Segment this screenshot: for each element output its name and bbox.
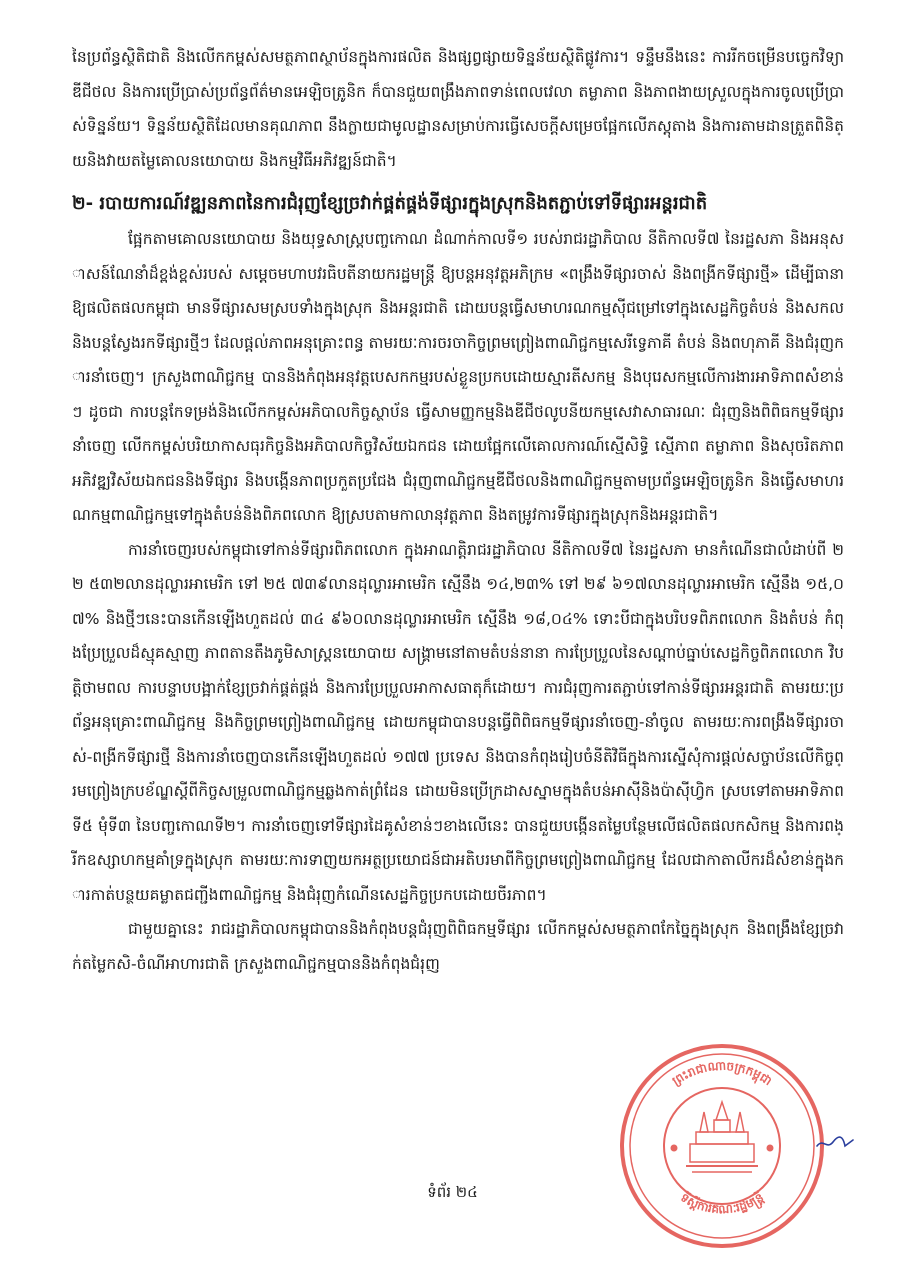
intro-paragraph: នៃប្រព័ន្ធស្ថិតិជាតិ និងលើកកម្ពស់សមត្ថភាពស្ថាប័នក្នុងការផលិត និងផ្សព្វផ្សាយទិន្នន័យស្ថិតិផ្លូវការ។ ទន្ទឹមនឹងនេះ ការរីកចម្រើនបច្ចេកវិទ្យាឌីជីថល និងការប្រើប្រាស់ប្រព័ន្ធព័ត៌មានអេឡិចត្រូនិក ក៏បានជួយពង្រឹងភាពទាន់ពេលវេលា តម្លាភាព និងភាពងាយស្រួលក្នុងការចូលប្រើប្រាស់ទិន្នន័យ។ ទិន្នន័យស្ថិតិដែលមានគុណភាព នឹងក្លាយជាមូលដ្ឋានសម្រាប់ការធ្វើសេចក្តីសម្រេចផ្អែកលើភស្តុតាង និងការតាមដានត្រួតពិនិត្យនិងវាយតម្លៃគោលនយោបាយ និងកម្មវិធីអភិវឌ្ឍន៍ជាតិ។ — [72, 48, 844, 170]
page-number: ទំព័រ ២៤ — [427, 1183, 478, 1201]
paragraph-continuation: ជាមួយគ្នានេះ រាជរដ្ឋាភិបាលកម្ពុជាបាននិងកំពុងបន្តជំរុញពិពិធកម្មទីផ្សារ លើកកម្ពស់សមត្ថភាពកែច្នៃក្នុងស្រុក និងពង្រឹងខ្សែច្រវាក់តម្លៃកសិ-ចំណីអាហារជាតិ ក្រសួងពាណិជ្ជកម្មបាននិងកំពុងជំរុញ — [72, 920, 844, 973]
svg-text:ព្រះរាជាណាចក្រកម្ពុជា — [670, 1059, 775, 1089]
document-body — [72, 40, 844, 981]
seal-text-top: ព្រះរាជាណាចក្រកម្ពុជា — [669, 1058, 775, 1089]
paragraph-exports: ការនាំចេញរបស់កម្ពុជាទៅកាន់ទីផ្សារពិភពលោក ក្នុងអាណត្តិរាជរដ្ឋាភិបាល នីតិកាលទី៧ នៃរដ្ឋសភា មានកំណើនជាលំដាប់ពី ២២ ៥៣២លានដុល្លារអាមេរិក ទៅ ២៥ ៧៣៩លានដុល្លារអាមេរិក ស្មើនឹង ១៤,២៣% ទៅ ២៩ ៦១៧លានដុល្លារអាមេរិក ស្មើនឹង ១៥,០៧% និងថ្មីៗនេះបានកើនឡើងហួតដល់ ៣៤ ៩៦០លានដុល្លារអាមេរិក ស្មើនឹង ១៨,០៤% ទោះបីជាក្នុងបរិបទពិភពលោក និងតំបន់ កំពុងប្រែប្រួលដ៏ស្មុគស្មាញ ភាពតានតឹងភូមិសាស្ត្រនយោបាយ សង្គ្រាមនៅតាមតំបន់នានា ការប្រែប្រួលនៃសណ្តាប់ធ្នាប់សេដ្ឋកិច្ចពិភពលោក វិបត្តិថាមពល ការបន្ទាបបង្អាក់ខ្សែច្រវាក់ផ្គត់ផ្គង់ និងការប្រែប្រួលអាកាសធាតុក៏ដោយ។ ការជំរុញការតភ្ជាប់ទៅកាន់ទីផ្សារអន្តរជាតិ តាមរយៈប្រព័ន្ធអនុគ្រោះពាណិជ្ជកម្ម និងកិច្ចព្រមព្រៀងពាណិជ្ជកម្ម ដោយកម្ពុជាបានបន្តធ្វើពិពិធកម្មទីផ្សារនាំចេញ-នាំចូល តាមរយៈការពង្រឹងទីផ្សារចាស់-ពង្រីកទីផ្សារថ្មី និងការនាំចេញបានកើនឡើងហួតដល់ ១៧៧ ប្រទេស និងបានកំពុងរៀបចំនីតិវិធីក្នុងការស្នើសុំការផ្តល់សច្ចាប័នលើកិច្ចព្រមព្រៀងក្របខ័ណ្ឌស្តីពីកិច្ចសម្រួលពាណិជ្ជកម្មឆ្លងកាត់ព្រំដែន ដោយមិនប្រើក្រដាសស្នាមក្នុងតំបន់អាស៊ីនិងប៉ាស៊ីហ្វិក ស្របទៅតាមអាទិភាពទី៥ មុំទី៣ នៃបញ្ចកោណទី២។ ការនាំចេញទៅទីផ្សារដៃគូសំខាន់ៗខាងលើនេះ បានជួយបង្កើនតម្លៃបន្ថែមលើផលិតផលកសិកម្ម និងការពង្រីកឧស្សាហកម្មគាំទ្រក្នុងស្រុក តាមរយៈការទាញយកអត្ថប្រយោជន៍ជាអតិបរមាពីកិច្ចព្រមព្រៀងពាណិជ្ជកម្ម ដែលជាកាតាលីករដ៏សំខាន់ក្នុងការកាត់បន្ថយគម្លាតជញ្ជីងពាណិជ្ជកម្ម និងជំរុញកំណើនសេដ្ឋកិច្ចប្រកបដោយចីរភាព។ — [72, 540, 844, 904]
signature-mark-icon — [815, 1132, 855, 1154]
section-heading: ២- របាយការណ៍វឌ្ឍនភាពនៃការជំរុញខ្សែច្រវាក់ផ្គត់ផ្គង់ទីផ្សារក្នុងស្រុកនិងតភ្ជាប់ទៅទីផ្សារអន្តរជាតិ — [72, 193, 708, 214]
official-seal-icon — [616, 1040, 828, 1252]
seal-text-bottom: ទីស្តីការគណៈរដ្ឋមន្ត្រី — [677, 1190, 767, 1217]
paragraph-policy: ផ្អែកតាមគោលនយោបាយ និងយុទ្ធសាស្ត្របញ្ចកោណ ដំណាក់កាលទី១ របស់រាជរដ្ឋាភិបាល នីតិកាលទី៧ នៃរដ្ឋសភា និងអនុសាសន៍ណែនាំដ៏ខ្ពង់ខ្ពស់របស់ សម្តេចមហាបវរធិបតីនាយករដ្ឋមន្ត្រី ឱ្យបន្តអនុវត្តអភិក្រម «ពង្រឹងទីផ្សារចាស់ និងពង្រីកទីផ្សារថ្មី» ដើម្បីធានាឱ្យផលិតផលកម្ពុជា មានទីផ្សារសមស្របទាំងក្នុងស្រុក និងអន្តរជាតិ ដោយបន្តធ្វើសមាហរណកម្មស៊ីជម្រៅទៅក្នុងសេដ្ឋកិច្ចតំបន់ និងសកល និងបន្តស្វែងរកទីផ្សារថ្មីៗ ដែលផ្តល់ភាពអនុគ្រោះពន្ធ តាមរយៈការចរចាកិច្ចព្រមព្រៀងពាណិជ្ជកម្មសេរីទ្វេភាគី តំបន់ និងពហុភាគី និងជំរុញការនាំចេញ។ ក្រសួងពាណិជ្ជកម្ម បាននិងកំពុងអនុវត្តបេសកកម្មរបស់ខ្លួនប្រកបដោយស្មារតីសកម្ម និងបុរេសកម្មលើការងារអាទិភាពសំខាន់ៗ ដូចជា ការបន្តកែទម្រង់និងលើកកម្ពស់អភិបាលកិច្ចស្ថាប័ន ធ្វើសាមញ្ញកម្មនិងឌីជីថលូបនីយកម្មសេវាសាធារណៈ ជំរុញនិងពិពិធកម្មទីផ្សារនាំចេញ លើកកម្ពស់បរិយាកាសធុរកិច្ចនិងអភិបាលកិច្ចវិស័យឯកជន ដោយផ្អែកលើគោលការណ៍ស្មើសិទ្ធិ ស្មើភាព តម្លាភាព និងសុចរិតភាព អភិវឌ្ឍវិស័យឯកជននិងទីផ្សារ និងបង្កើនភាពប្រកួតប្រជែង ជំរុញពាណិជ្ជកម្មឌីជីថលនិងពាណិជ្ជកម្មតាមប្រព័ន្ធអេឡិចត្រូនិក និងធ្វើសមាហរណកម្មពាណិជ្ជកម្មទៅក្នុងតំបន់និងពិភពលោក ឱ្យស្របតាមកាលានុវត្តភាព និងតម្រូវការទីផ្សារក្នុងស្រុកនិងអន្តរជាតិ។ — [72, 230, 844, 524]
